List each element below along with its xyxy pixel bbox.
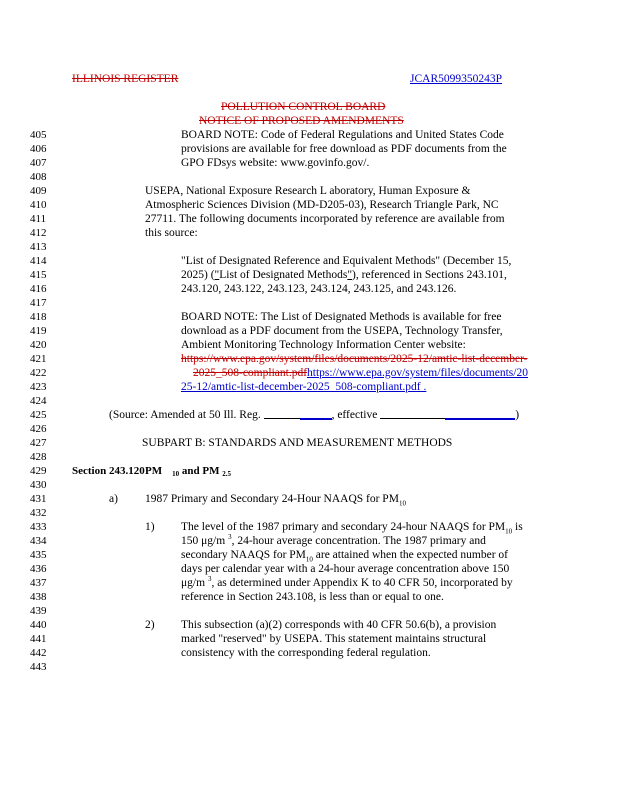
para-2-line: marked "reserved" by USEPA. This statement maintains structural bbox=[181, 633, 487, 645]
line-number: 427 bbox=[30, 437, 47, 449]
line-number: 434 bbox=[30, 535, 47, 547]
section-title: PM 10 and PM 2.5 bbox=[145, 465, 231, 478]
usepa-line: this source: bbox=[145, 227, 198, 239]
board-note-1-line: GPO FDsys website: www.govinfo.gov/. bbox=[181, 157, 370, 169]
line-number: 413 bbox=[30, 241, 47, 253]
line-number: 410 bbox=[30, 199, 47, 211]
para-1-line: reference in Section 243.108, is less than or equal to one. bbox=[181, 591, 444, 603]
para-1-line: days per calendar year with a 24-hour average concentration above 150 bbox=[181, 563, 510, 575]
line-number: 408 bbox=[30, 171, 47, 183]
new-url-link[interactable]: 25-12/amtic-list-december-2025_508-compliant.pdf bbox=[181, 381, 421, 393]
line-number: 419 bbox=[30, 325, 47, 337]
line-number: 429 bbox=[30, 465, 47, 477]
line-number: 423 bbox=[30, 381, 47, 393]
para-1-line: μg/m $^3$, as determined under Appendix K to 40 CFR 50, incorporated by bbox=[181, 575, 513, 589]
line-number: 416 bbox=[30, 283, 47, 295]
line-number: 436 bbox=[30, 563, 47, 575]
para-2-line: This subsection (a)(2) corresponds with 40 CFR 50.6(b), a provision bbox=[181, 619, 497, 631]
usepa-line: USEPA, National Exposure Research L aboratory, Human Exposure & bbox=[145, 185, 471, 197]
board-title: POLLUTION CONTROL BOARD bbox=[221, 101, 386, 113]
section-label: Section 243.120 bbox=[72, 465, 145, 477]
usepa-line: 27711. The following documents incorporated by reference are available from bbox=[145, 213, 505, 225]
line-number: 409 bbox=[30, 185, 47, 197]
source-note: (Source: Amended at 50 Ill. Reg. , effective ) bbox=[109, 409, 520, 421]
line-number: 418 bbox=[30, 311, 47, 323]
subpart-heading: SUBPART B: STANDARDS AND MEASUREMENT METHODS bbox=[142, 437, 453, 449]
list-doc-line: 243.120, 243.122, 243.123, 243.124, 243.125, and 243.126. bbox=[181, 283, 457, 295]
line-number: 412 bbox=[30, 227, 47, 239]
line-number: 428 bbox=[30, 451, 47, 463]
usepa-line: Atmospheric Sciences Division (MD-D205-03), Research Triangle Park, NC bbox=[145, 199, 499, 211]
line-number: 411 bbox=[30, 213, 47, 225]
para-a-label: a) bbox=[109, 493, 118, 505]
para-1-label: 1) bbox=[145, 521, 155, 533]
jcar-code: JCAR5099350243P bbox=[410, 73, 503, 85]
notice-title: NOTICE OF PROPOSED AMENDMENTS bbox=[199, 115, 404, 127]
line-number: 439 bbox=[30, 605, 47, 617]
line-number: 430 bbox=[30, 479, 47, 491]
para-1-line: The level of the 1987 primary and secondary 24-hour NAAQS for $PM_{10}$ is bbox=[181, 521, 523, 536]
line-number: 405 bbox=[30, 129, 47, 141]
para-2-label: 2) bbox=[145, 619, 155, 631]
line-number: 435 bbox=[30, 549, 47, 561]
new-url-link[interactable]: https://www.epa.gov/system/files/documents/20 bbox=[307, 367, 528, 379]
para-2-line: consistency with the corresponding federal regulation. bbox=[181, 647, 431, 659]
line-number: 441 bbox=[30, 633, 47, 645]
board-note-2-line: download as a PDF document from the USEPA, Technology Transfer, bbox=[181, 325, 503, 337]
list-doc-line: "List of Designated Reference and Equivalent Methods" (December 15, bbox=[181, 255, 512, 267]
line-number: 420 bbox=[30, 339, 47, 351]
list-doc-line: 2025) ("List of Designated Methods"), referenced in Sections 243.101, bbox=[181, 269, 507, 281]
register-title: ILLINOIS REGISTER bbox=[72, 73, 179, 85]
line-number: 426 bbox=[30, 423, 47, 435]
line-number: 438 bbox=[30, 591, 47, 603]
blank-field bbox=[264, 408, 332, 419]
board-note-2-line: BOARD NOTE: The List of Designated Methods is available for free bbox=[181, 311, 502, 323]
line-number: 421 bbox=[30, 353, 47, 365]
line-number: 440 bbox=[30, 619, 47, 631]
line-number: 422 bbox=[30, 367, 47, 379]
deleted-url-line: https://www.epa.gov/system/files/documents/2025-12/amtic-list-december- bbox=[181, 353, 528, 365]
board-note-1-line: BOARD NOTE: Code of Federal Regulations and United States Code bbox=[181, 129, 504, 141]
line-number: 414 bbox=[30, 255, 47, 267]
line-number: 415 bbox=[30, 269, 47, 281]
line-number: 431 bbox=[30, 493, 47, 505]
line-number: 424 bbox=[30, 395, 47, 407]
para-a-text: 1987 Primary and Secondary 24-Hour NAAQS for $PM_{10}$ bbox=[145, 493, 406, 508]
line-number: 417 bbox=[30, 297, 47, 309]
deleted-url: 2025_508-compliant.pdf bbox=[193, 367, 308, 379]
para-1-line: 150 μg/m $^3$, 24-hour average concentration. The 1987 primary and bbox=[181, 533, 486, 547]
url-line: 25-12/amtic-list-december-2025_508-compliant.pdf . bbox=[181, 381, 427, 393]
board-note-1-line: provisions are available for free download as PDF documents from the bbox=[181, 143, 507, 155]
line-number: 407 bbox=[30, 157, 47, 169]
line-number: 442 bbox=[30, 647, 47, 659]
para-1-line: secondary NAAQS for $PM_{10}$ are attained when the expected number of bbox=[181, 549, 508, 564]
line-number: 425 bbox=[30, 409, 47, 421]
line-number: 406 bbox=[30, 143, 47, 155]
board-note-2-line: Ambient Monitoring Technology Information Center website: bbox=[181, 339, 466, 351]
url-line bbox=[181, 366, 528, 380]
line-number: 437 bbox=[30, 577, 47, 589]
blank-field bbox=[380, 408, 515, 419]
line-number: 443 bbox=[30, 661, 47, 673]
line-number: 433 bbox=[30, 521, 47, 533]
line-number: 432 bbox=[30, 507, 47, 519]
